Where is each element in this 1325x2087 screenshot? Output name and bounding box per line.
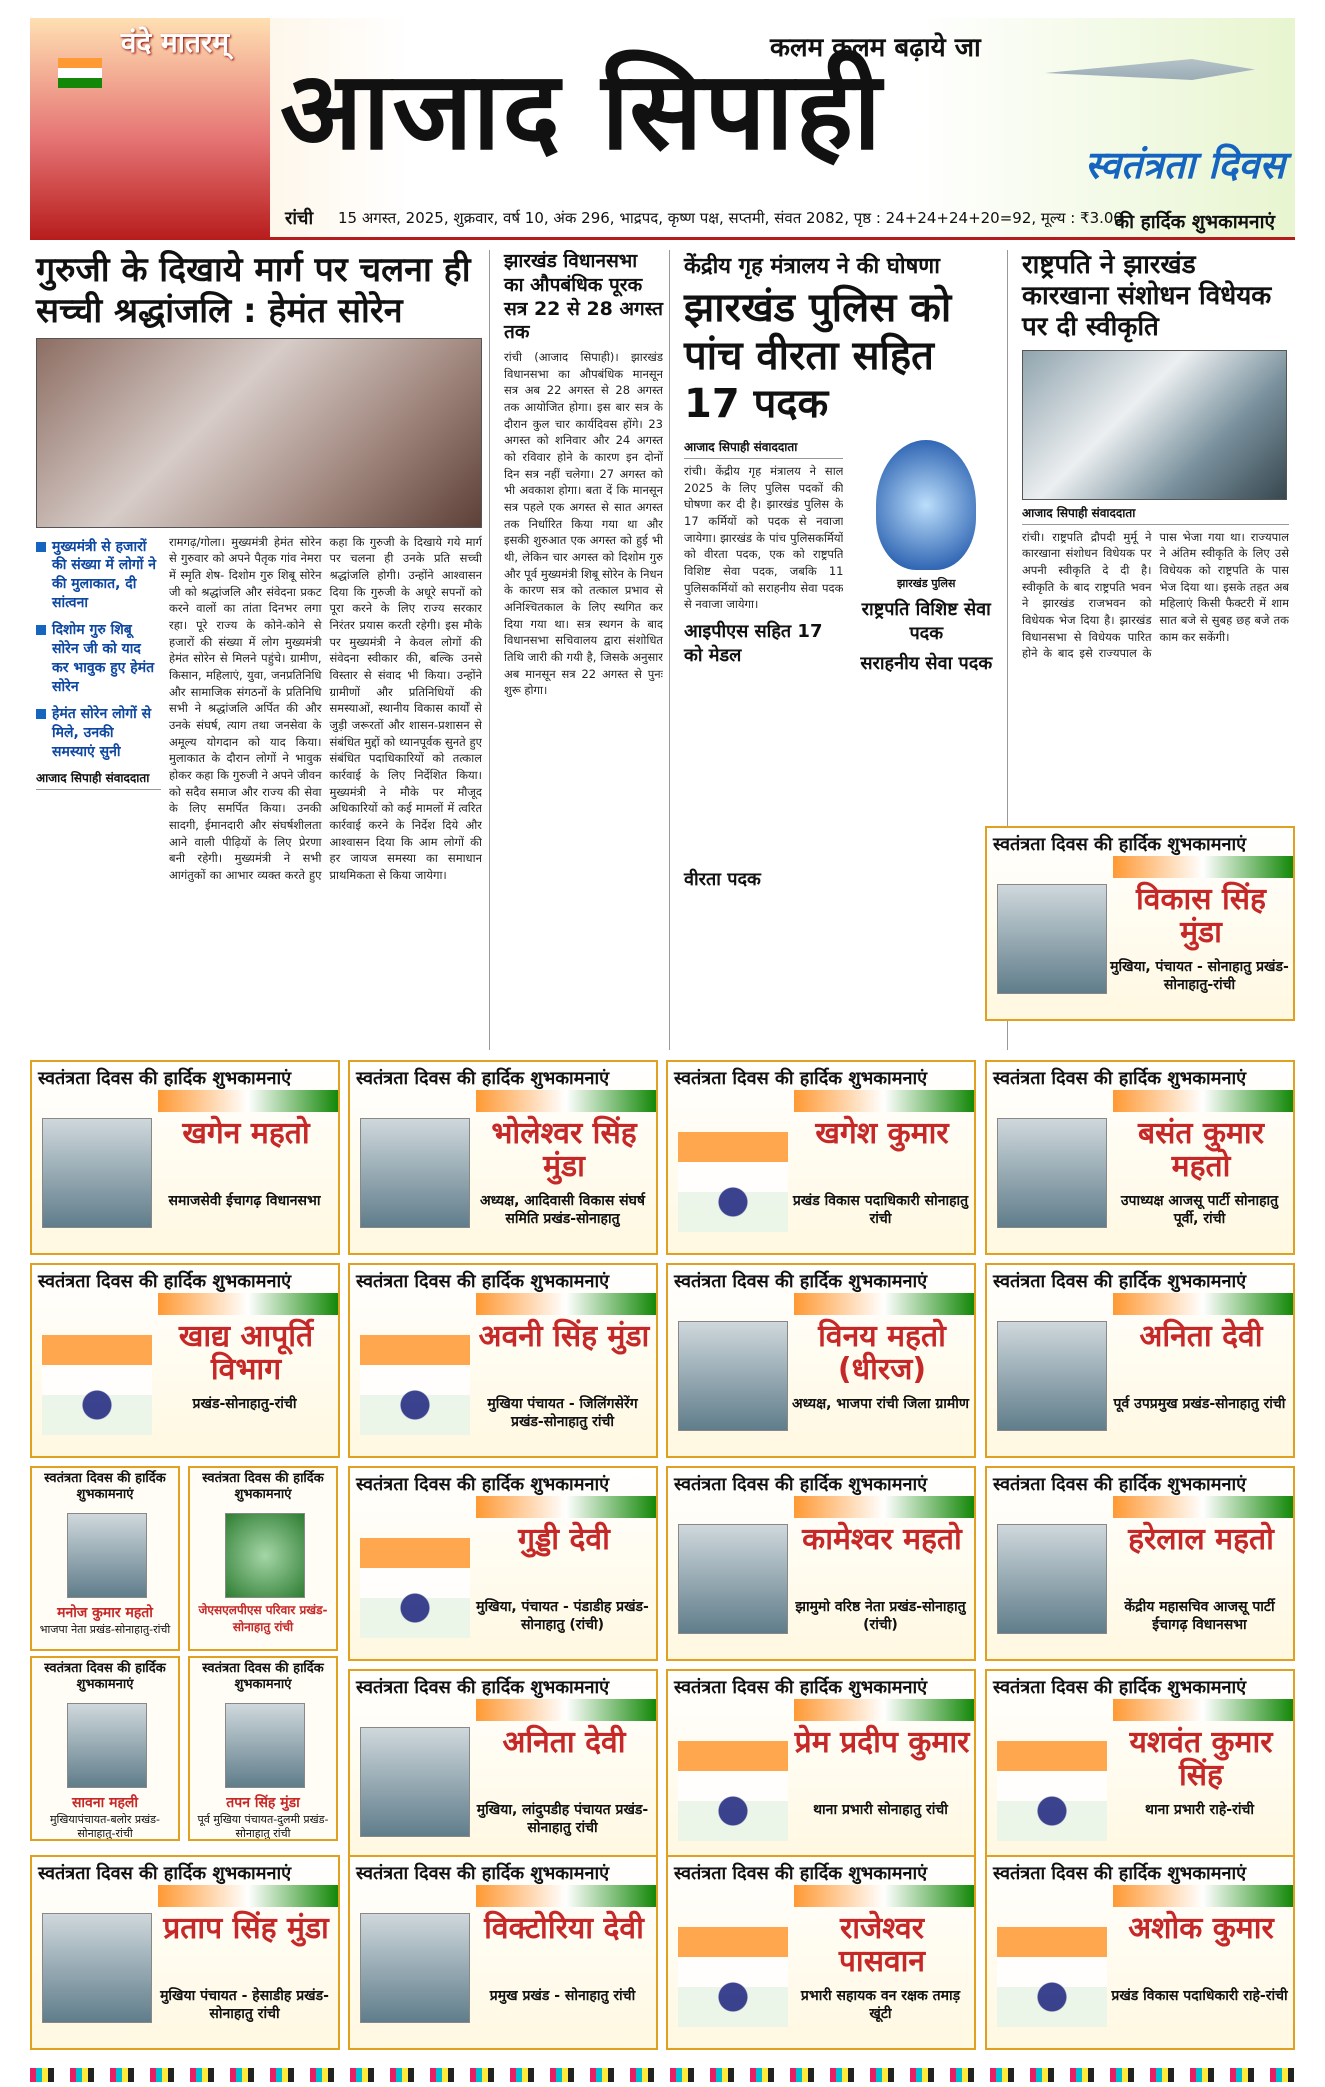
portrait-photo bbox=[678, 1321, 788, 1431]
wish-card bbox=[348, 1669, 658, 1864]
story1-body: रामगढ़/गोला। मुख्यमंत्री हेमंत सोरेन से गुरुवार को अपने पैतृक गांव नेमरा में स्मृति शेष- दिशोम गुरु शिबू सोरेन जी को श्रद्धांजलि और संवेदना प्रकट करने वालों का तांता दिनभर लगा रहा। पूरे राज्य के कोने-कोने से हजारों की संख्या में लोग मुख्यमंत्री हेमंत सोरेन से मिलने पहुंचे। ग्रामीण, किसान, महिलाएं, युवा, जनप्रतिनिधि और सामाजिक संगठनों के प्रतिनिधि सभी ने श्रद्धांजलि अर्पित की और उनके संघर्ष, त्याग तथा जनसेवा के अमूल्य योगदान को याद किया। मुलाकात के दौरान लोगों ने भावुक होकर कहा कि गुरुजी ने अपने जीवन को सदैव समाज और राज्य की सेवा के लिए समर्पित किया। उनकी सादगी, ईमानदारी और संघर्षशीलता आने वाली पीढ़ियों के लिए प्रेरणा बनी रहेगी। मुख्यमंत्री ने सभी आगंतुकों का आभार व्यक्त करते हुए कहा कि गुरुजी के दिखाये गये मार्ग पर चलना ही उनके प्रति सच्ची श्रद्धांजलि होगी। उन्होंने आश्वासन दिया कि गुरुजी के अधूरे सपनों को पूरा करने के लिए राज्य सरकार निरंतर प्रयास करती रहेगी। इस मौके पर मुख्यमंत्री ने केवल लोगों की संवेदना स्वीकार की, बल्कि उनसे विस्तार से संवाद भी किया। उन्होंने ग्रामीणों और प्रतिनिधियों की समस्याओं, स्थानीय विकास कार्यों से जुड़ी जरूरतों और शासन-प्रशासन से संबंधित मुद्दों को ध्यानपूर्वक सुनते हुए संबंधित पदाधिकारियों को तत्काल कार्रवाई के लिए निर्देशित किया। मुख्यमंत्री ने मौके पर मौजूद अधिकारियों को कई मामलों में त्वरित कार्रवाई करने के निर्देश दिये और आश्वासन दिया कि आम लोगों की हर जायज समस्या का समाधान प्राथमिकता से किया जायेगा। bbox=[169, 534, 482, 883]
wish-card bbox=[985, 1263, 1295, 1458]
wish-card bbox=[666, 1669, 976, 1864]
tricolor-swoosh bbox=[1113, 856, 1293, 878]
story1-byline: आजाद सिपाही संवाददाता bbox=[36, 769, 161, 790]
portrait-photo bbox=[997, 1321, 1107, 1431]
tricolor-swoosh bbox=[476, 1090, 656, 1112]
wish-card-role: झामुमो वरिष्ठ नेता प्रखंड-सोनाहातु (रांची) bbox=[795, 1599, 966, 1634]
vande-mataram-logo: वंदे मातरम् bbox=[120, 26, 230, 59]
wish-card-role: प्रखंड-सोनाहातु-रांची bbox=[192, 1396, 297, 1412]
portrait-photo bbox=[67, 1703, 147, 1788]
tricolor-swoosh bbox=[158, 1885, 338, 1907]
mini-card-name: मनोज कुमार महतो bbox=[57, 1605, 153, 1621]
story4-headline: राष्ट्रपति ने झारखंड कारखाना संशोधन विधेयक पर दी स्वीकृति bbox=[1022, 250, 1272, 343]
portrait-photo bbox=[360, 1727, 470, 1837]
dateline: 15 अगस्त, 2025, शुक्रवार, वर्ष 10, अंक 296, भाद्रपद, कृष्ण पक्ष, सप्तमी, संवत 2082, पृष्ठ : 24+24+24+20=92, मूल्य : ₹3.00 bbox=[338, 209, 1123, 227]
wish-card-name: अनिता देवी bbox=[1139, 1319, 1263, 1354]
wish-card bbox=[666, 1060, 976, 1255]
wish-card-role: अध्यक्ष, भाजपा रांची जिला ग्रामीण bbox=[791, 1396, 969, 1412]
wish-card-role: अध्यक्ष, आदिवासी विकास संघर्ष समिति प्रखंड-सोनाहातु bbox=[479, 1193, 645, 1228]
newspaper-title: आजाद सिपाही bbox=[280, 49, 884, 174]
story3-subhead-meritorious: सराहनीय सेवा पदक bbox=[860, 653, 993, 674]
story1-headline: गुरुजी के दिखाये मार्ग पर चलना ही सच्ची श्रद्धांजलि : हेमंत सोरेन bbox=[36, 250, 471, 331]
wish-card bbox=[666, 1263, 976, 1458]
tricolor-swoosh bbox=[1113, 1885, 1293, 1907]
ashoka-chakra-icon bbox=[360, 1538, 470, 1638]
wish-card-role: मुखिया, पंचायत - पंडाडीह प्रखंड-सोनाहातु (रांची) bbox=[476, 1599, 649, 1634]
wish-card-role: प्रखंड विकास पदाधिकारी सोनाहातु रांची bbox=[792, 1193, 969, 1228]
mini-card-title: स्वतंत्रता दिवस की हार्दिक शुभकामनाएं bbox=[202, 1471, 324, 1502]
wish-card-role: थाना प्रभारी राहे-रांची bbox=[1145, 1802, 1254, 1818]
wish-card bbox=[985, 1060, 1295, 1255]
wish-card bbox=[985, 1466, 1295, 1661]
wish-card-title: स्वतंत्रता दिवस की हार्दिक शुभकामनाएं bbox=[674, 1271, 928, 1292]
wish-card-name: यशवंत कुमार सिंह bbox=[1129, 1725, 1273, 1793]
wish-card bbox=[985, 1669, 1295, 1864]
tricolor-swoosh bbox=[794, 1885, 974, 1907]
tricolor-swoosh bbox=[794, 1699, 974, 1721]
tricolor-swoosh bbox=[794, 1090, 974, 1112]
wish-card-name: भोलेश्वर सिंह मुंडा bbox=[491, 1116, 637, 1184]
mini-card-title: स्वतंत्रता दिवस की हार्दिक शुभकामनाएं bbox=[44, 1471, 166, 1502]
wish-card-role: थाना प्रभारी सोनाहातु रांची bbox=[813, 1802, 948, 1818]
portrait-photo bbox=[67, 1513, 147, 1598]
wish-card-title: स्वतंत्रता दिवस की हार्दिक शुभकामनाएं bbox=[674, 1474, 928, 1495]
mini-card-role: भाजपा नेता प्रखंड-सोनाहातु-रांची bbox=[39, 1623, 171, 1636]
wish-card-name: राजेश्वर पासवान bbox=[838, 1911, 926, 1979]
wish-card-title: स्वतंत्रता दिवस की हार्दिक शुभकामनाएं bbox=[674, 1068, 928, 1089]
wish-card-name: अनिता देवी bbox=[502, 1725, 626, 1760]
portrait-photo bbox=[997, 884, 1107, 994]
portrait-photo bbox=[997, 1118, 1107, 1228]
wish-card-name: खाद्य आपूर्ति विभाग bbox=[178, 1319, 314, 1387]
wish-card-title: स्वतंत्रता दिवस की हार्दिक शुभकामनाएं bbox=[38, 1863, 292, 1884]
story3-subhead-ips: आइपीएस सहित 17 को मेडल bbox=[684, 621, 823, 666]
wish-card-name: विक्टोरिया देवी bbox=[484, 1911, 644, 1946]
wish-card-title: स्वतंत्रता दिवस की हार्दिक शुभकामनाएं bbox=[356, 1474, 610, 1495]
wish-card-title: स्वतंत्रता दिवस की हार्दिक शुभकामनाएं bbox=[38, 1068, 292, 1089]
red-fort-graphic bbox=[30, 18, 270, 240]
wish-card-title: स्वतंत्रता दिवस की हार्दिक शुभकामनाएं bbox=[993, 1068, 1247, 1089]
story3-subhead-gallantry: वीरता पदक bbox=[684, 869, 761, 890]
tricolor-swoosh bbox=[1113, 1496, 1293, 1518]
wish-card-role: समाजसेवी ईचागढ़ विधानसभा bbox=[168, 1193, 321, 1209]
portrait-photo bbox=[225, 1703, 305, 1788]
tricolor-swoosh bbox=[794, 1496, 974, 1518]
wish-card-title: स्वतंत्रता दिवस की हार्दिक शुभकामनाएं bbox=[674, 1677, 928, 1698]
police-emblem-icon bbox=[876, 440, 976, 570]
story4-body: रांची। राष्ट्रपति द्रौपदी मुर्मू ने कारखाना संशोधन विधेयक पर अपनी स्वीकृति दे दी है। स्वीकृति के बाद राष्ट्रपति भवन ने झारखंड राजभवन को विधेयक भेज दिया है। झारखंड विधानसभा से विधेयक पारित होने के बाद इसे राज्यपाल के पास भेजा गया था। राज्यपाल ने अंतिम स्वीकृति के लिए उसे विधेयक को राष्ट्रपति के पास भेज दिया था। इसके तहत अब महिलाएं किसी फैक्टरी में शाम सात बजे से सुबह छह बजे तक काम कर सकेंगी। bbox=[1022, 529, 1289, 661]
ashoka-chakra-icon bbox=[997, 1741, 1107, 1841]
wish-card-title: स्वतंत्रता दिवस की हार्दिक शुभकामनाएं bbox=[356, 1068, 610, 1089]
tricolor-swoosh bbox=[1113, 1699, 1293, 1721]
mini-wish-card bbox=[188, 1466, 338, 1651]
tricolor-swoosh bbox=[476, 1699, 656, 1721]
jslps-logo bbox=[225, 1513, 305, 1598]
wish-card-role: प्रखंड विकास पदाधिकारी राहे-रांची bbox=[1111, 1988, 1288, 2004]
wish-card bbox=[666, 1855, 976, 2050]
wish-card-title: स्वतंत्रता दिवस की हार्दिक शुभकामनाएं bbox=[993, 1474, 1247, 1495]
tricolor-swoosh bbox=[476, 1496, 656, 1518]
wish-card bbox=[985, 1855, 1295, 2050]
slogan: कलम कलम बढ़ाये जा bbox=[770, 33, 981, 63]
wish-card-title: स्वतंत्रता दिवस की हार्दिक शुभकामनाएं bbox=[38, 1271, 292, 1292]
ashoka-chakra-icon bbox=[678, 1741, 788, 1841]
wish-card bbox=[30, 1060, 340, 1255]
wish-card-role: प्रमुख प्रखंड - सोनाहातु रांची bbox=[489, 1988, 636, 2004]
wish-card-name: प्रेम प्रदीप कुमार bbox=[794, 1725, 970, 1760]
tricolor-swoosh bbox=[1113, 1293, 1293, 1315]
mini-card-title: स्वतंत्रता दिवस की हार्दिक शुभकामनाएं bbox=[202, 1661, 324, 1692]
mini-card-name: तपन सिंह मुंडा bbox=[226, 1795, 300, 1811]
mini-wish-card bbox=[30, 1466, 180, 1651]
wish-card-name: विकास सिंह मुंडा bbox=[1136, 882, 1266, 950]
ashoka-chakra-icon bbox=[42, 1335, 152, 1435]
story3-subhead-president: राष्ट्रपति विशिष्ट सेवा पदक bbox=[861, 599, 991, 644]
flag-icon bbox=[58, 58, 102, 88]
wish-card-title: स्वतंत्रता दिवस की हार्दिक शुभकामनाएं bbox=[356, 1271, 610, 1292]
wish-card-role: मुखिया, पंचायत - सोनाहातु प्रखंड-सोनाहातु-रांची bbox=[1110, 959, 1289, 994]
wish-card-title: स्वतंत्रता दिवस की हार्दिक शुभकामनाएं bbox=[356, 1677, 610, 1698]
wish-card-name: कामेश्वर महतो bbox=[802, 1522, 962, 1557]
story4-byline: आजाद सिपाही संवाददाता bbox=[1022, 504, 1289, 525]
wish-card-role: उपाध्यक्ष आजसू पार्टी सोनाहातु पूर्वी, रांची bbox=[1120, 1193, 1279, 1228]
wish-card-title: स्वतंत्रता दिवस की हार्दिक शुभकामनाएं bbox=[356, 1863, 610, 1884]
masthead-wishes: की हार्दिक शुभकामनाएं bbox=[1114, 211, 1275, 233]
wish-card-role: मुखिया पंचायत - हेसाडीह प्रखंड-सोनाहातु रांची bbox=[160, 1988, 329, 2023]
story2-body: रांची (आजाद सिपाही)। झारखंड विधानसभा का औपबंधिक मानसून सत्र अब 22 अगस्त से 28 अगस्त तक आयोजित होगा। इस बार सत्र के दौरान कुल चार कार्यदिवस होंगे। 23 अगस्त को शनिवार और 24 अगस्त को रविवार होने के कारण इन दोनों दिन सत्र नहीं चलेगा। 27 अगस्त को भी अवकाश होगा। बता दें कि मानसून सत्र पहले एक अगस्त से सात अगस्त तक निर्धारित किया गया था और इसकी शुरुआत एक अगस्त को हुई भी थी, लेकिन चार अगस्त को दिशोम गुरु और पूर्व मुख्यमंत्री शिबू सोरेन के निधन के कारण सत्र को तत्काल प्रभाव से अनिश्चितकाल के लिए स्थगित कर दिया गया था। सत्र स्थगन के बाद विधानसभा सचिवालय द्वारा संशोधित तिथि जारी की गयी है, जिसके अनुसार अब मानसून सत्र 22 अगस्त से पुनः शुरू होगा। bbox=[504, 350, 663, 698]
wish-card-name: प्रताप सिंह मुंडा bbox=[163, 1911, 329, 1946]
story3-headline: झारखंड पुलिस को पांच वीरता सहित 17 पदक bbox=[684, 285, 952, 427]
wish-card bbox=[348, 1466, 658, 1661]
portrait-photo bbox=[997, 1524, 1107, 1634]
wish-card bbox=[348, 1060, 658, 1255]
mini-card-role: पूर्व मुखिया पंचायत-दुलमी प्रखंड-सोनाहातु रांची bbox=[197, 1813, 329, 1840]
story4-photo bbox=[1022, 350, 1287, 500]
tricolor-swoosh bbox=[158, 1090, 338, 1112]
portrait-photo bbox=[42, 1913, 152, 2023]
wish-card bbox=[30, 1263, 340, 1458]
portrait-photo bbox=[678, 1524, 788, 1634]
wish-card-title: स्वतंत्रता दिवस की हार्दिक शुभकामनाएं bbox=[993, 1863, 1247, 1884]
story1-photo bbox=[36, 338, 482, 528]
tricolor-swoosh bbox=[158, 1293, 338, 1315]
emblem-label: झारखंड पुलिस bbox=[897, 577, 956, 590]
wish-card-name: अवनी सिंह मुंडा bbox=[478, 1319, 650, 1354]
ashoka-chakra-icon bbox=[997, 1927, 1107, 2027]
tricolor-swoosh bbox=[794, 1293, 974, 1315]
independence-day-label: स्वतंत्रता दिवस bbox=[1084, 142, 1285, 187]
wish-card bbox=[666, 1466, 976, 1661]
wish-card-title: स्वतंत्रता दिवस की हार्दिक शुभकामनाएं bbox=[993, 834, 1247, 855]
story-assembly-session bbox=[498, 250, 670, 1050]
ashoka-chakra-icon bbox=[678, 1927, 788, 2027]
story3-kicker: केंद्रीय गृह मंत्रालय ने की घोषणा bbox=[684, 254, 940, 279]
wish-card bbox=[985, 826, 1295, 1021]
story3-body: रांची। केंद्रीय गृह मंत्रालय ने साल 2025 के लिए पुलिस पदकों की घोषणा कर दी है। झारखंड पुलिस के 17 कर्मियों को पदक से नवाजा जायेगा। झारखंड के पांच पुलिसकर्मियों को वीरता पदक, एक को राष्ट्रपति विशिष्ट सेवा पदक, जबकि 11 पुलिसकर्मियों को सराहनीय सेवा पदक से नवाजा जायेगा। bbox=[684, 464, 844, 612]
wish-card-role: प्रभारी सहायक वन रक्षक तमाड़ खूंटी bbox=[800, 1988, 961, 2023]
wish-card-name: खगेन महतो bbox=[182, 1116, 310, 1151]
wish-card-role: केंद्रीय महासचिव आजसू पार्टी ईचागढ़ विधानसभा bbox=[1124, 1599, 1275, 1634]
tricolor-swoosh bbox=[1113, 1090, 1293, 1112]
story3-byline: आजाद सिपाही संवाददाता bbox=[684, 438, 843, 459]
wish-card-title: स्वतंत्रता दिवस की हार्दिक शुभकामनाएं bbox=[993, 1677, 1247, 1698]
highlight-item: दिशोम गुरु शिबू सोरेन जी को याद कर भावुक हुए हेमंत सोरेन bbox=[36, 621, 161, 697]
wish-card-role: मुखिया, लांदुपडीह पंचायत प्रखंड-सोनाहातु रांची bbox=[476, 1802, 649, 1837]
mini-card-role: मुखियापंचायत-बलोर प्रखंड-सोनाहातु-रांची bbox=[49, 1813, 161, 1840]
story1-highlights bbox=[36, 538, 161, 762]
wish-card bbox=[348, 1263, 658, 1458]
story-police-medals bbox=[678, 250, 1008, 1050]
registration-marks bbox=[30, 2068, 1295, 2082]
highlight-item: हेमंत सोरेन लोगों से मिले, उनकी समस्याएं सुनी bbox=[36, 705, 161, 762]
mini-card-name: जेएसएलपीएस परिवार प्रखंड-सोनाहातु रांची bbox=[198, 1603, 328, 1634]
story-hemant-soren bbox=[30, 250, 490, 1050]
wish-card-title: स्वतंत्रता दिवस की हार्दिक शुभकामनाएं bbox=[993, 1271, 1247, 1292]
masthead bbox=[30, 18, 1295, 240]
tricolor-swoosh bbox=[476, 1885, 656, 1907]
wish-card-name: अशोक कुमार bbox=[1128, 1911, 1274, 1946]
city-label: रांची bbox=[285, 208, 314, 229]
highlight-item: मुख्यमंत्री से हजारों की संख्या में लोगों ने की मुलाकात, दी सांत्वना bbox=[36, 538, 161, 614]
wish-card-title: स्वतंत्रता दिवस की हार्दिक शुभकामनाएं bbox=[674, 1863, 928, 1884]
wish-card-name: विनय महतो (धीरज) bbox=[818, 1319, 946, 1387]
wish-card-name: खगेश कुमार bbox=[815, 1116, 949, 1151]
fighter-jet-icon bbox=[1045, 38, 1255, 108]
wish-card-name: बसंत कुमार महतो bbox=[1138, 1116, 1264, 1184]
wish-card-name: गुड्डी देवी bbox=[518, 1522, 610, 1557]
wish-card-role: पूर्व उपप्रमुख प्रखंड-सोनाहातु रांची bbox=[1113, 1396, 1286, 1412]
ashoka-chakra-icon bbox=[360, 1335, 470, 1435]
story2-headline: झारखंड विधानसभा का औपबंधिक पूरक सत्र 22 से 28 अगस्त तक bbox=[504, 250, 663, 344]
wish-card bbox=[348, 1855, 658, 2050]
wish-card bbox=[30, 1855, 340, 2050]
portrait-photo bbox=[360, 1118, 470, 1228]
ashoka-chakra-icon bbox=[678, 1132, 788, 1232]
wish-card-name: हरेलाल महतो bbox=[1128, 1522, 1274, 1557]
mini-card-title: स्वतंत्रता दिवस की हार्दिक शुभकामनाएं bbox=[44, 1661, 166, 1692]
mini-wish-card bbox=[188, 1656, 338, 1841]
portrait-photo bbox=[42, 1118, 152, 1228]
wish-card-role: मुखिया पंचायत - जिलिंगसेरेंग प्रखंड-सोनाहातु रांची bbox=[487, 1396, 638, 1431]
newspaper-page bbox=[30, 18, 1295, 2068]
mini-wish-card bbox=[30, 1656, 180, 1841]
tricolor-swoosh bbox=[476, 1293, 656, 1315]
portrait-photo bbox=[360, 1913, 470, 2023]
mini-card-name: सावना महली bbox=[71, 1795, 139, 1811]
